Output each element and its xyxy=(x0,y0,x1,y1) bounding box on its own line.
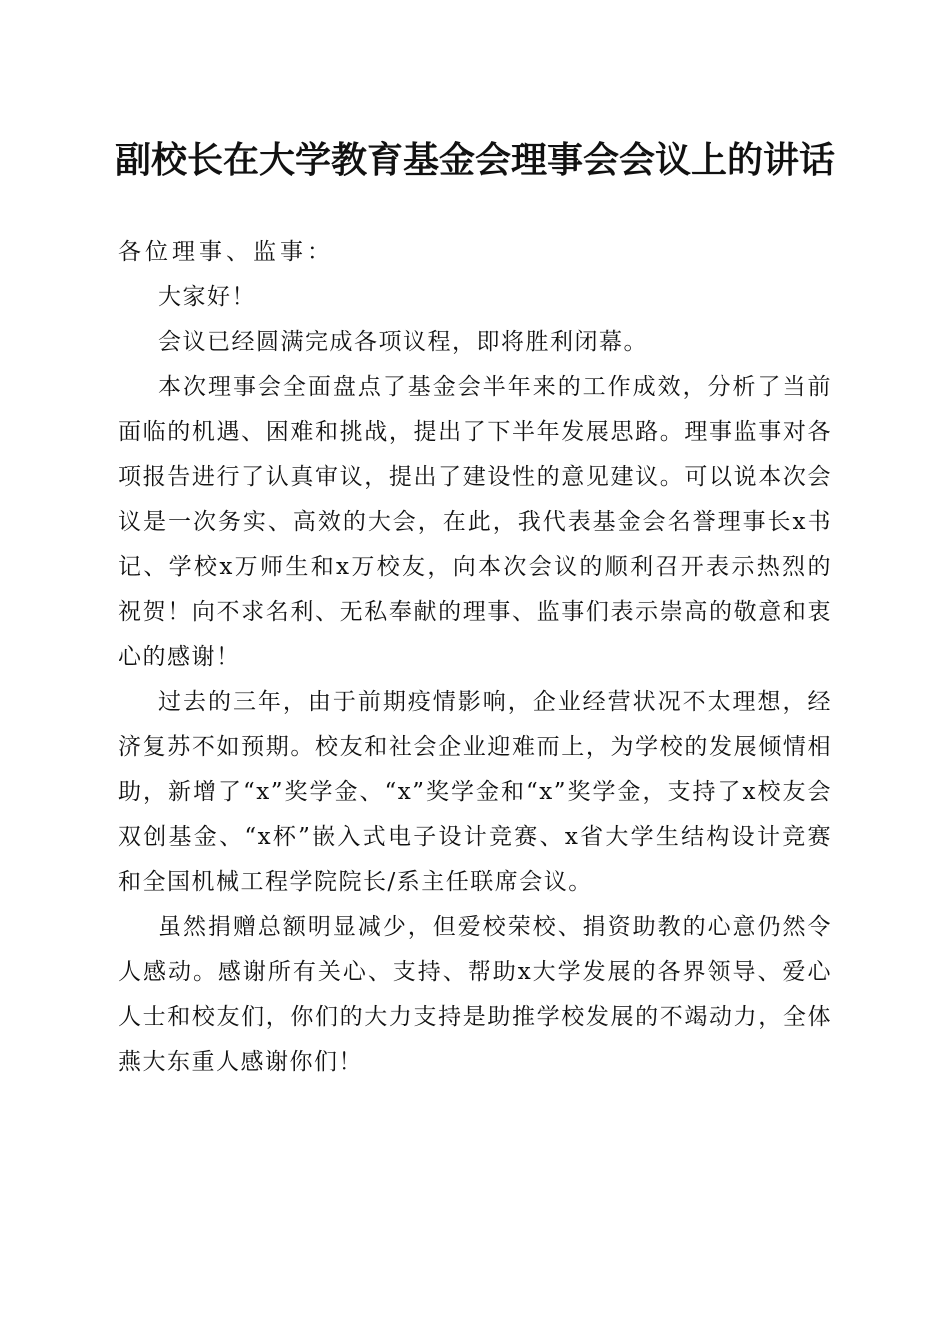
paragraph-closing-notice: 会议已经圆满完成各项议程，即将胜利闭幕。 xyxy=(158,329,648,355)
document-body xyxy=(118,230,832,1085)
paragraph-past-three-years: 过去的三年，由于前期疫情影响，企业经营状况不太理想，经济复苏不如预期。校友和社会企业迎难而上，为学校的发展倾情相助，新增了“x”奖学金、“x”奖学金和“x”奖学金，支持了x校友会双创基金、“x杯”嵌入式电子设计竞赛、x省大学生结构设计竞赛和全国机械工程学院院长/系主任联席会议。 xyxy=(118,689,832,895)
paragraph-greeting: 大家好！ xyxy=(158,284,256,310)
paragraph-thanks: 虽然捐赠总额明显减少，但爱校荣校、捐资助教的心意仍然令人感动。感谢所有关心、支持、帮助x大学发展的各界领导、爱心人士和校友们，你们的大力支持是助推学校发展的不竭动力，全体燕大东重人感谢你们！ xyxy=(118,914,832,1075)
document-title: 副校长在大学教育基金会理事会会议上的讲话 xyxy=(114,139,835,181)
paragraph-meeting-summary: 本次理事会全面盘点了基金会半年来的工作成效，分析了当前面临的机遇、困难和挑战，提出了下半年发展思路。理事监事对各项报告进行了认真审议，提出了建设性的意见建议。可以说本次会议是一次务实、高效的大会，在此，我代表基金会名誉理事长x书记、学校x万师生和x万校友，向本次会议的顺利召开表示热烈的祝贺！向不求名利、无私奉献的理事、监事们表示崇高的敬意和衷心的感谢！ xyxy=(118,374,832,670)
salutation: 各位理事、监事： xyxy=(118,239,334,265)
